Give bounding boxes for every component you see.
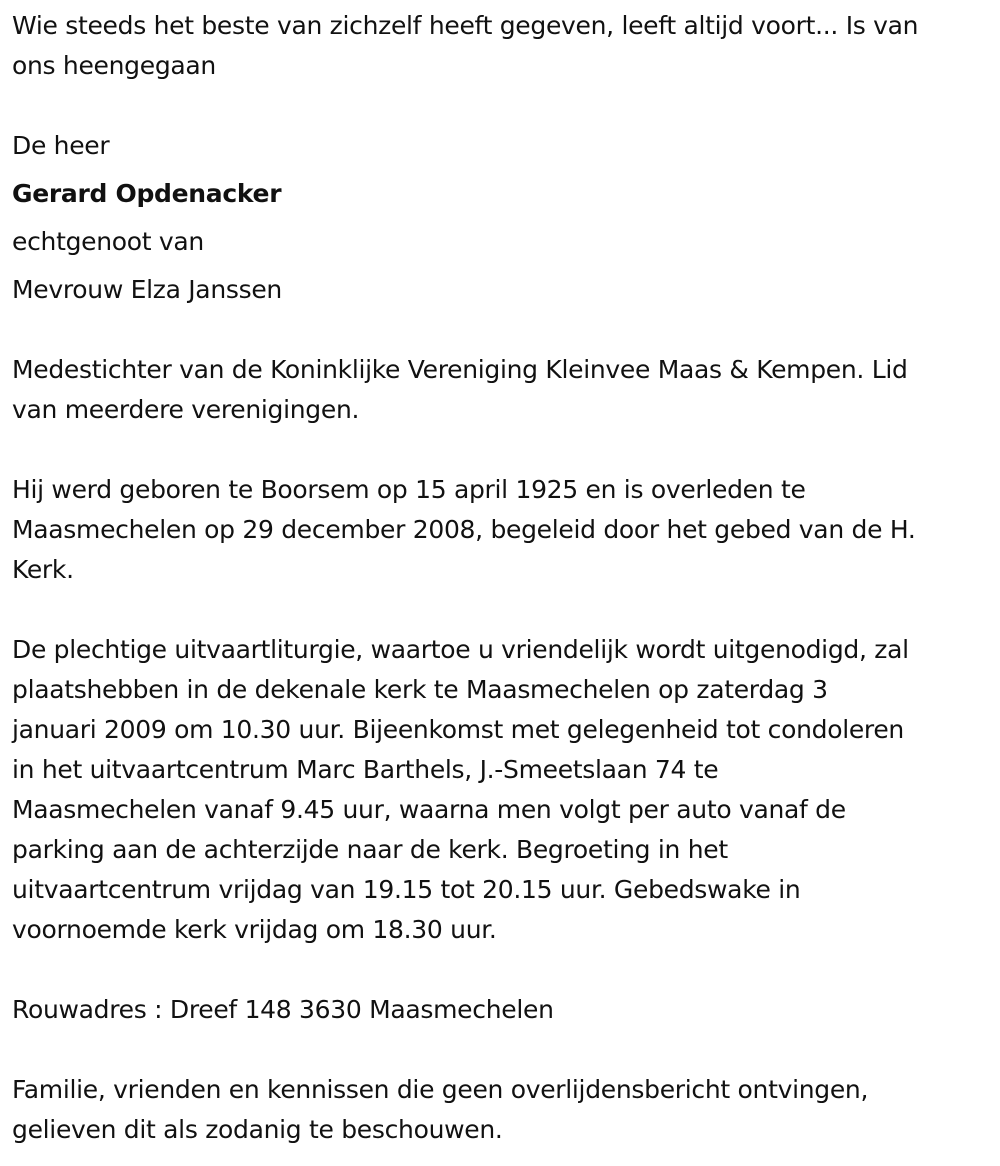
funeral-line: januari 2009 om 10.30 uur. Bijeenkomst met gelegenheid tot condoleren xyxy=(12,715,904,744)
relation-text: echtgenoot van xyxy=(12,227,204,256)
closing-paragraph xyxy=(12,1070,988,1150)
spacer xyxy=(12,310,988,350)
funeral-line: plaatshebben in de dekenale kerk te Maasmechelen op zaterdag 3 xyxy=(12,675,828,704)
title-prefix: De heer xyxy=(12,131,110,160)
birth-death-paragraph xyxy=(12,470,988,590)
funeral-paragraph xyxy=(12,630,988,950)
spacer xyxy=(12,1030,988,1070)
deceased-name: Gerard Opdenacker xyxy=(12,179,282,208)
closing-line: gelieven dit als zodanig te beschouwen. xyxy=(12,1115,503,1144)
funeral-line: Maasmechelen vanaf 9.45 uur, waarna men volgt per auto vanaf de xyxy=(12,795,846,824)
intro-paragraph xyxy=(12,0,988,86)
birth-death-line: Kerk. xyxy=(12,555,74,584)
birth-death-line: Hij werd geboren te Boorsem op 15 april 1925 en is overleden te xyxy=(12,475,806,504)
funeral-line: De plechtige uitvaartliturgie, waartoe u vriendelijk wordt uitgenodigd, zal xyxy=(12,635,909,664)
membership-paragraph xyxy=(12,350,988,430)
membership-line: van meerdere verenigingen. xyxy=(12,395,360,424)
intro-line: Wie steeds het beste van zichzelf heeft gegeven, leeft altijd voort... Is van xyxy=(12,11,919,40)
spacer xyxy=(12,950,988,990)
spacer xyxy=(12,86,988,126)
funeral-line: voornoemde kerk vrijdag om 18.30 uur. xyxy=(12,915,497,944)
funeral-line: in het uitvaartcentrum Marc Barthels, J.-Smeetslaan 74 te xyxy=(12,755,719,784)
funeral-line: parking aan de achterzijde naar de kerk. Begroeting in het xyxy=(12,835,728,864)
closing-line: Familie, vrienden en kennissen die geen overlijdensbericht ontvingen, xyxy=(12,1075,869,1104)
spacer xyxy=(12,590,988,630)
membership-line: Medestichter van de Koninklijke Vereniging Kleinvee Maas & Kempen. Lid xyxy=(12,355,908,384)
birth-death-line: Maasmechelen op 29 december 2008, begeleid door het gebed van de H. xyxy=(12,515,916,544)
spouse-name: Mevrouw Elza Janssen xyxy=(12,275,282,304)
funeral-line: uitvaartcentrum vrijdag van 19.15 tot 20.15 uur. Gebedswake in xyxy=(12,875,801,904)
intro-line: ons heengegaan xyxy=(12,51,216,80)
mourning-address: Rouwadres : Dreef 148 3630 Maasmechelen xyxy=(12,995,554,1024)
spacer xyxy=(12,430,988,470)
